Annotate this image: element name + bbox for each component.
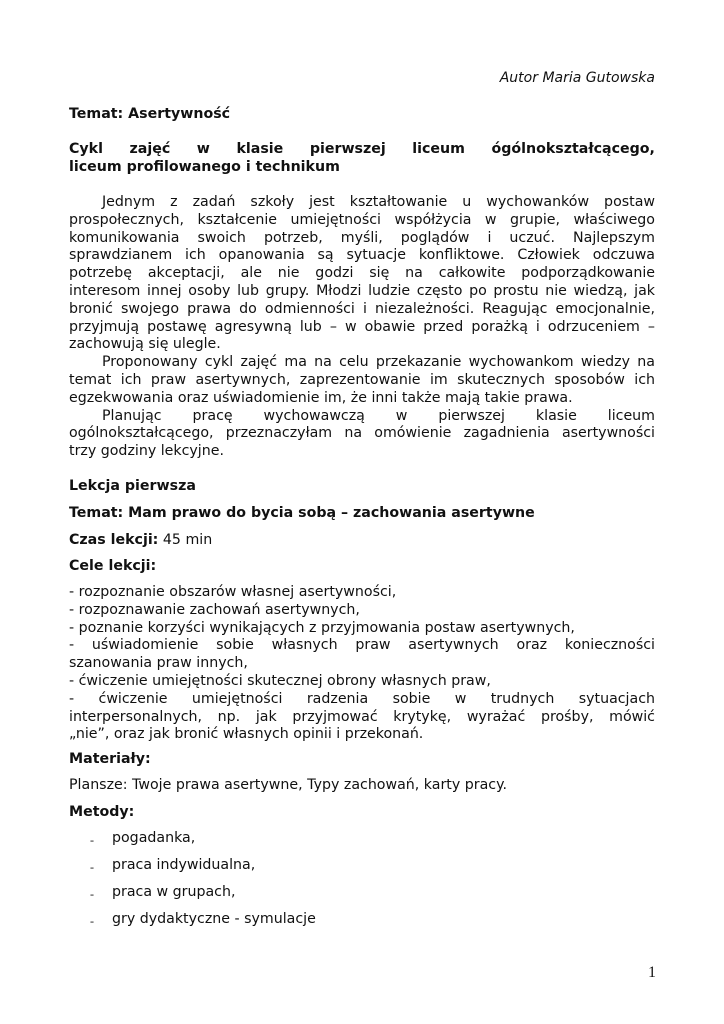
goal-line: - uświadomienie sobie własnych praw asertywnych oraz konieczności [69,637,655,654]
intro-line: trzy godziny lekcyjne. [69,443,224,460]
intro-line: interesom innej osoby lub grupy. Młodzi ludzie często po prostu nie wiedzą, jak [69,282,655,299]
goal-line: szanowania praw innych, [69,655,248,672]
method-item [90,830,490,857]
goals-list [69,584,655,744]
method-item [90,884,490,911]
lesson-time [69,532,655,550]
dash-bullet: - [90,887,94,901]
materials-heading: Materiały: [69,751,151,767]
cycle-word: w [196,141,210,157]
cycle-word: pierwszej [309,141,386,157]
intro-line: Planując pracę wychowawczą w pierwszej klasie liceum [102,407,655,424]
intro-line: Jednym z zadań szkoły jest kształtowanie u wychowanków postaw [102,194,655,210]
goals-heading: Cele lekcji: [69,558,157,574]
intro-text [69,194,655,461]
lesson-time-value: 45 min [162,532,213,548]
cycle-title-line1 [69,141,655,159]
intro-line: ogólnokształcącego, przeznaczyłam na omówienie zagadnienia asertywności [69,425,655,442]
methods-heading: Metody: [69,804,135,820]
lesson-heading: Lekcja pierwsza [69,478,196,494]
intro-line: prospołecznych, kształcenie umiejętności współżycia w grupie, właściwego [69,211,655,228]
method-item [90,857,490,884]
dash-bullet: - [90,860,94,874]
cycle-title [69,141,655,177]
method-text: praca indywidualna, [112,857,256,873]
lesson-time-label: Czas lekcji: [69,532,159,548]
cycle-word: zajęć [129,141,171,157]
dash-bullet: - [90,833,94,847]
goal-line: - rozpoznanie obszarów własnej asertywności, [69,584,397,600]
intro-line: przyjmują postawę agresywną lub – w obawie przed porażką i odrzuceniem – [69,318,655,335]
intro-line: egzekwowania oraz uświadomienie im, że inni także mają takie prawa. [69,389,573,406]
intro-line: temat ich praw asertywnych, zaprezentowanie im skutecznych sposobów ich [69,371,655,388]
method-text: gry dydaktyczne - symulacje [112,911,316,927]
lesson-topic: Temat: Mam prawo do bycia sobą – zachowania asertywne [69,505,535,521]
method-text: pogadanka, [112,830,196,846]
intro-line: Proponowany cykl zajęć ma na celu przekazanie wychowankom wiedzy na [102,354,655,371]
cycle-word: ógólnokształcącego, [491,141,655,157]
materials-text: Plansze: Twoje prawa asertywne, Typy zachowań, karty pracy. [69,777,507,793]
document-topic: Temat: Asertywność [69,106,231,122]
intro-line: bronić swojego prawa do odmienności i niezależności. Reagując emocjonalnie, [69,300,655,317]
goal-line: - poznanie korzyści wynikających z przyjmowania postaw asertywnych, [69,619,575,636]
intro-line: komunikowania swoich potrzeb, myśli, poglądów i uczuć. Najlepszym [69,229,655,246]
method-item [90,911,490,938]
intro-line: sprawdzianem ich opanowania są sytuacje konfliktowe. Człowiek odczuwa [69,247,655,264]
page-number: 1 [648,964,656,981]
intro-line: potrzebę akceptacji, ale nie godzi się na całkowite podporządkowanie [69,265,655,282]
cycle-title-line2: liceum profilowanego i technikum [69,158,340,175]
author-line: Autor Maria Gutowska [499,70,655,86]
goal-line: - ćwiczenie umiejętności skutecznej obrony własnych praw, [69,672,491,689]
goal-line: - rozpoznawanie zachowań asertywnych, [69,601,360,618]
intro-line: zachowują się ulegle. [69,336,221,353]
cycle-word: klasie [236,141,284,157]
goal-line: „nie”, oraz jak bronić własnych opinii i przekonań. [69,726,424,743]
cycle-word: liceum [412,141,465,157]
cycle-word: Cykl [69,141,103,157]
method-text: praca w grupach, [112,884,236,900]
goal-line: interpersonalnych, np. jak przyjmować krytykę, wyrażać prośby, mówić [69,708,655,725]
methods-list [90,830,490,938]
goal-line: - ćwiczenie umiejętności radzenia sobie w trudnych sytuacjach [69,690,655,707]
dash-bullet: - [90,914,94,928]
